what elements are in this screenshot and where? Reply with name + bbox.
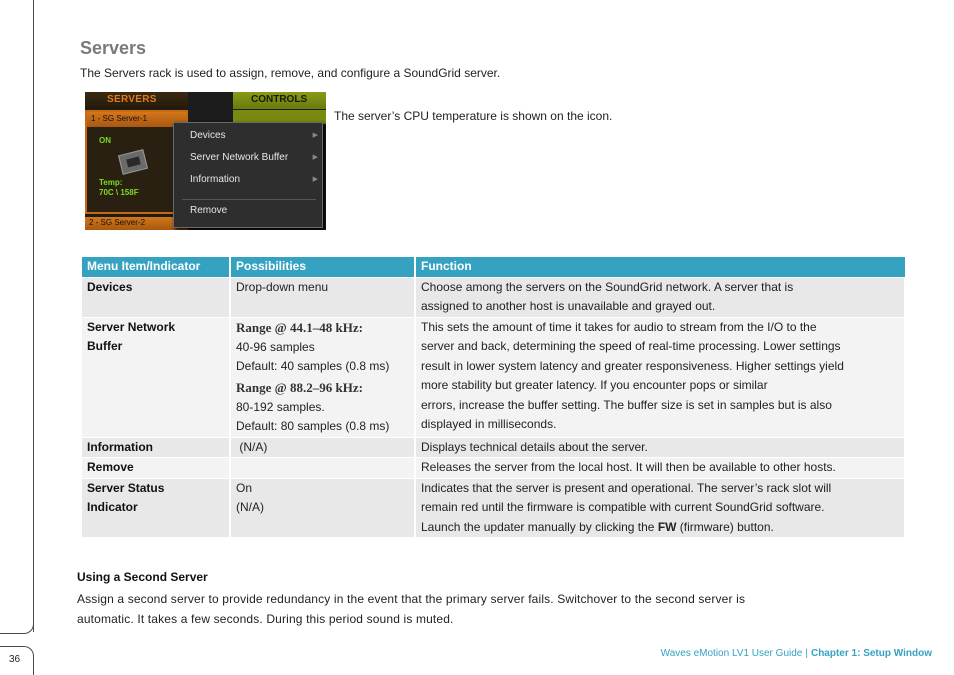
range-line: 80-192 samples.	[236, 399, 325, 414]
possibility-line: On	[236, 480, 253, 495]
menu-separator	[182, 199, 316, 200]
menu-item-cell: Devices	[82, 277, 230, 317]
range-heading: Range @ 88.2–96 kHz:	[236, 379, 363, 395]
table-row	[82, 437, 905, 458]
range-line: Default: 80 samples (0.8 ms)	[236, 419, 390, 433]
paragraph-line: automatic. It takes a few seconds. During this period sound is muted.	[77, 612, 454, 626]
chevron-right-icon: ▶	[312, 132, 318, 139]
column-header: Menu Item/Indicator	[82, 257, 230, 277]
menu-item-cell	[82, 317, 230, 437]
margin-rule-curve	[0, 600, 34, 634]
menu-item-label: Devices	[190, 130, 226, 141]
menu-item-label: Server Network Buffer	[190, 152, 289, 163]
menu-item-cell	[82, 478, 230, 537]
possibilities-cell: Drop-down menu	[230, 277, 415, 317]
margin-rule	[33, 0, 34, 632]
function-line: displayed in milliseconds.	[421, 417, 557, 431]
footer-chapter: Chapter 1: Setup Window	[810, 648, 932, 659]
column-header: Function	[415, 257, 905, 277]
chevron-right-icon: ▶	[312, 154, 318, 161]
menu-item-label: Information	[190, 174, 241, 185]
table-row	[82, 458, 905, 479]
footer-separator: |	[805, 648, 808, 659]
controls-header: CONTROLS	[233, 92, 326, 109]
function-line: errors, increase the buffer setting. The buffer size is set in samples but is also	[421, 397, 832, 412]
fw-button-reference: FW	[657, 519, 677, 534]
table-header-row	[82, 257, 905, 277]
function-cell	[415, 277, 905, 317]
server-temperature	[99, 178, 139, 198]
function-line: Indicates that the server is present and operational. The server’s rack slot will	[421, 480, 832, 495]
range-line: 40-96 samples	[236, 339, 315, 354]
servers-header: SERVERS	[85, 92, 188, 109]
function-text: (firmware) button.	[676, 519, 774, 534]
function-line: This sets the amount of time it takes for audio to stream from the I/O to the	[421, 319, 817, 334]
column-header: Possibilities	[230, 257, 415, 277]
footer-guide-title: Waves eMotion LV1 User Guide	[660, 648, 803, 659]
menu-item-line: Server Status	[87, 480, 165, 495]
temp-value: 70C \ 158F	[99, 188, 139, 197]
menu-item-line: Indicator	[87, 500, 138, 514]
table-row	[82, 478, 905, 537]
function-line: more stability but greater latency. If you encounter pops or similar	[421, 378, 768, 392]
function-line: server and back, determining the speed of real-time processing. Lower settings	[421, 339, 841, 353]
server-status-on: ON	[99, 136, 111, 145]
menu-item-devices	[174, 130, 322, 148]
server-context-menu	[173, 122, 323, 228]
possibilities-cell: (N/A)	[230, 437, 415, 458]
screenshot-caption: The server’s CPU temperature is shown on the icon.	[334, 109, 613, 123]
table-row	[82, 277, 905, 317]
menu-item-information	[174, 174, 322, 192]
function-cell: Releases the server from the local host. It will then be available to other hosts.	[415, 458, 905, 479]
menu-item-cell: Information	[82, 437, 230, 458]
function-line	[421, 518, 899, 538]
page-title: Servers	[80, 38, 147, 58]
function-line: Choose among the servers on the SoundGrid network. A server that is	[421, 279, 794, 294]
server-slot-2-label: 2 - SG Server-2	[85, 217, 188, 230]
range-heading: Range @ 44.1–48 kHz:	[236, 319, 363, 335]
possibilities-cell	[230, 317, 415, 437]
servers-rack-screenshot	[85, 92, 326, 230]
function-line: remain red until the firmware is compatible with current SoundGrid software.	[421, 500, 825, 514]
page-footer	[661, 648, 932, 659]
function-cell: Displays technical details about the server.	[415, 437, 905, 458]
table-row	[82, 317, 905, 437]
menu-item-remove	[174, 205, 322, 223]
chevron-right-icon: ▶	[312, 176, 318, 183]
intro-paragraph: The Servers rack is used to assign, remove, and configure a SoundGrid server.	[80, 66, 501, 80]
function-cell	[415, 317, 905, 437]
servers-function-table	[82, 257, 906, 537]
function-line: result in lower system latency and greater responsiveness. Higher settings yield	[421, 358, 844, 373]
temp-label: Temp:	[99, 178, 123, 187]
paragraph-line: Assign a second server to provide redundancy in the event that the primary server fails. Switchover to the second server is	[77, 592, 746, 606]
server-chip-icon	[118, 149, 148, 175]
range-line: Default: 40 samples (0.8 ms)	[236, 359, 390, 373]
possibilities-cell	[230, 458, 415, 479]
possibility-line: (N/A)	[236, 500, 264, 514]
menu-item-line: Server Network	[87, 319, 176, 334]
menu-item-server-network-buffer	[174, 152, 322, 170]
function-text: Launch the updater manually by clicking the	[421, 519, 658, 534]
menu-item-line: Buffer	[87, 339, 123, 353]
server-slot-1-label: 1 - SG Server-1	[87, 112, 186, 127]
function-line: assigned to another host is unavailable and grayed out.	[421, 299, 716, 313]
section-heading: Using a Second Server	[77, 570, 208, 584]
possibilities-cell	[230, 478, 415, 537]
page-number: 36	[0, 646, 34, 675]
menu-item-cell: Remove	[82, 458, 230, 479]
second-server-paragraph	[77, 589, 877, 629]
function-cell	[415, 478, 905, 537]
menu-item-label: Remove	[190, 205, 228, 216]
